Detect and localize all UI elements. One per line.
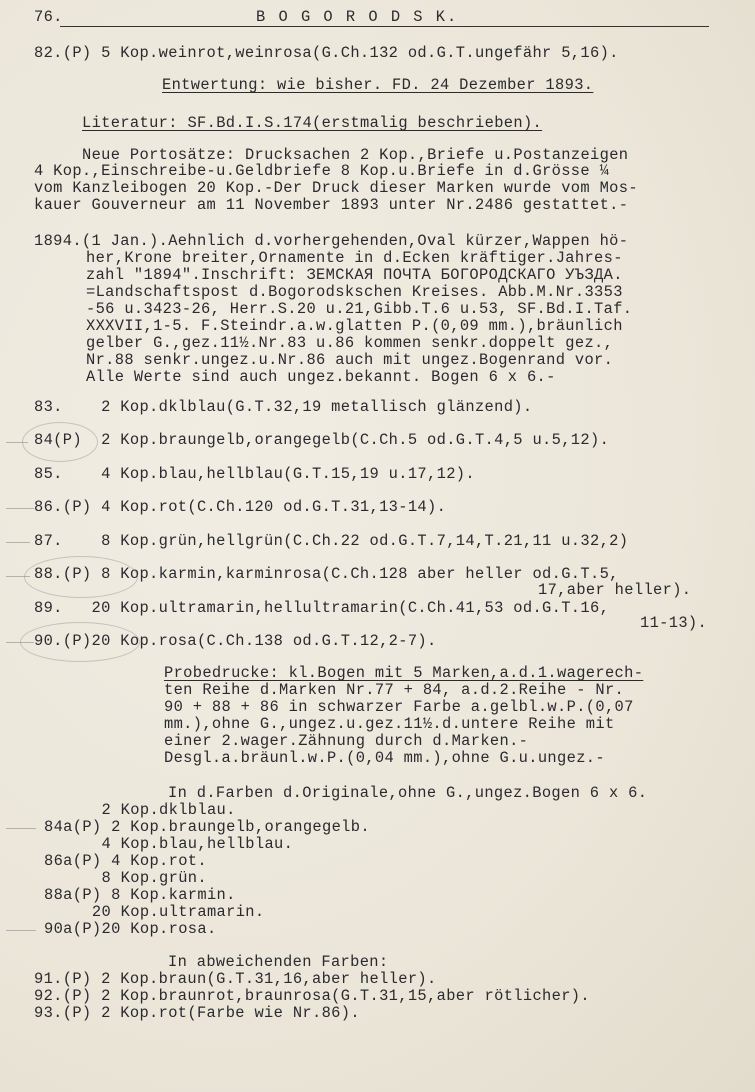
proof-list-item: 8 Kop.grün. [44,869,207,887]
proof-list-item: 86a(P) 4 Kop.rot. [44,852,207,870]
pencil-circle-mark [22,422,98,462]
pencil-circle-mark [24,556,138,598]
proofs-line: einer 2.wager.Zähnung durch d.Marken.- [164,732,529,750]
pencil-stroke-mark [6,576,30,577]
entry-84: 84(P) 2 Kop.braungelb,orangegelb(C.Ch.5 od.G.T.4,5 u.5,12). [34,431,610,449]
entry-90: 90.(P)20 Kop.rosa(C.Ch.138 od.G.T.12,2-7). [34,632,437,650]
page-title: B O G O R O D S K. [256,8,459,26]
entry-89-continued: 11-13). [640,614,708,632]
issue-1894-line: =Landschaftspost d.Bogorodskschen Kreises. Abb.M.Nr.3353 [86,283,623,301]
pencil-circle-mark [20,622,140,662]
proof-list-item: 90a(P)20 Kop.rosa. [44,920,217,938]
entry-92: 92.(P) 2 Kop.braunrot,braunrosa(G.T.31,15,aber rötlicher). [34,987,590,1005]
issue-1894-line: 1894.(1 Jan.).Aehnlich d.vorhergehenden,Oval kürzer,Wappen hö- [34,232,629,250]
issue-1894-line: zahl "1894".Inschrift: ЗЕМСКАЯ ПОЧТА БОГОРОДСКАГО УЪЗДА. [86,266,623,284]
entry-87: 87. 8 Kop.grün,hellgrün(C.Ch.22 od.G.T.7,14,T.21,11 u.32,2) [34,532,629,550]
entry-88: 88.(P) 8 Kop.karmin,karminrosa(C.Ch.128 aber heller od.G.T.5, [34,565,619,583]
header-rule [60,26,709,27]
entry-86: 86.(P) 4 Kop.rot(C.Ch.120 od.G.T.31,13-14). [34,498,447,516]
entry-93: 93.(P) 2 Kop.rot(Farbe wie Nr.86). [34,1004,360,1022]
proof-list-item: 4 Kop.blau,hellblau. [44,835,294,853]
literature-note: Literatur: SF.Bd.I.S.174(erstmalig beschrieben). [82,114,543,132]
proofs-line: mm.),ohne G.,ungez.u.gez.11½.d.untere Reihe mit [164,715,615,733]
postage-rates-line: 4 Kop.,Einschreibe-u.Geldbriefe 8 Kop.u.Briefe in d.Grösse ¼ [34,162,610,180]
issue-1894-line: -56 u.3423-26, Herr.S.20 u.21,Gibb.T.6 u.53, SF.Bd.I.Taf. [86,300,633,318]
entry-89: 89. 20 Kop.ultramarin,hellultramarin(C.Ch.41,53 od.G.T.16, [34,599,610,617]
cancellation-note: Entwertung: wie bisher. FD. 24 Dezember 1893. [162,76,594,94]
postage-rates-line: kauer Gouverneur am 11 November 1893 unter Nr.2486 gestattet.- [34,196,629,214]
pencil-stroke-mark [6,442,28,443]
proofs-line: Probedrucke: kl.Bogen mit 5 Marken,a.d.1.wagerech- [164,664,644,682]
issue-1894-line: Nr.88 senkr.ungez.u.Nr.86 auch mit ungez.Bogenrand vor. [86,351,614,369]
proof-list-item: 20 Kop.ultramarin. [44,903,265,921]
proofs-line: Desgl.a.bräunl.w.P.(0,04 mm.),ohne G.u.ungez.- [164,749,605,767]
postage-rates-line: Neue Portosätze: Drucksachen 2 Kop.,Briefe u.Postanzeigen [82,146,629,164]
entry-82: 82.(P) 5 Kop.weinrot,weinrosa(G.Ch.132 od.G.T.ungefähr 5,16). [34,44,619,62]
pencil-stroke-mark [6,542,30,543]
different-colours-heading: In abweichenden Farben: [168,953,389,971]
entry-83: 83. 2 Kop.dklblau(G.T.32,19 metallisch glänzend). [34,398,533,416]
entry-91: 91.(P) 2 Kop.braun(G.T.31,16,aber heller). [34,970,437,988]
postage-rates-line: vom Kanzleibogen 20 Kop.-Der Druck dieser Marken wurde vom Mos- [34,179,638,197]
proofs-heading [164,664,643,682]
pencil-stroke-mark [6,828,36,829]
proof-list-item: 84a(P) 2 Kop.braungelb,orangegelb. [44,818,370,836]
pencil-stroke-mark [6,642,34,643]
original-colours-heading: In d.Farben d.Originale,ohne G.,ungez.Bogen 6 x 6. [168,784,648,802]
proofs-line: 90 + 88 + 86 in schwarzer Farbe a.gelbl.w.P.(0,07 [164,698,634,716]
pencil-stroke-mark [6,508,34,509]
issue-1894-line: gelber G.,gez.11½.Nr.83 u.86 kommen senkr.doppelt gez., [86,334,614,352]
issue-1894-line: XXXVII,1-5. F.Steindr.a.w.glatten P.(0,09 mm.),bräunlich [86,317,623,335]
pencil-stroke-mark [6,930,36,931]
issue-1894-line: Alle Werte sind auch ungez.bekannt. Bogen 6 x 6.- [86,368,556,386]
proofs-line: ten Reihe d.Marken Nr.77 + 84, a.d.2.Reihe - Nr. [164,681,625,699]
proof-list-item: 88a(P) 8 Kop.karmin. [44,886,236,904]
issue-1894-line: her,Krone breiter,Ornamente in d.Ecken kräftiger.Jahres- [86,249,623,267]
entry-85: 85. 4 Kop.blau,hellblau(G.T.15,19 u.17,12). [34,465,475,483]
entry-88-continued: 17,aber heller). [538,581,692,599]
proof-list-item: 2 Kop.dklblau. [44,801,236,819]
page-number: 76. [34,8,63,26]
